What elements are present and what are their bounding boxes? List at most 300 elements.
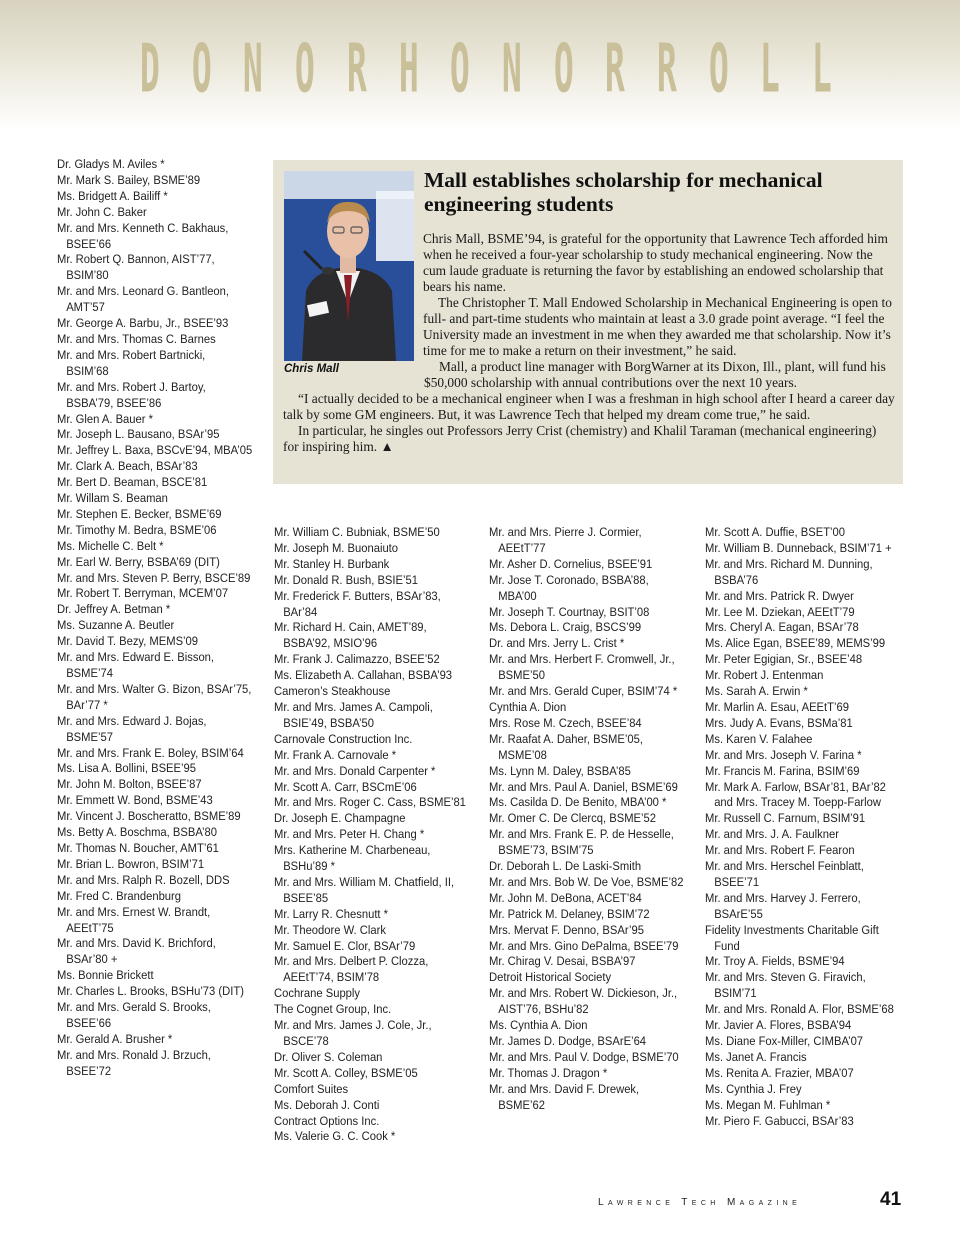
- donor-entry: [705, 923, 903, 955]
- donor-name: Mr. Samuel E. Clor, BSAr’79: [274, 938, 416, 953]
- donor-entry: [489, 811, 687, 827]
- donor-name: Ms. Bonnie Brickett: [57, 968, 154, 983]
- donor-name: Mr. and Mrs. Robert F. Fearon: [705, 843, 855, 858]
- donor-entry: [705, 954, 903, 970]
- donor-entry: [705, 541, 903, 557]
- donor-column-4: [705, 525, 903, 1129]
- donor-name: Mr. Clark A. Beach, BSAr’83: [57, 459, 198, 474]
- donor-entry: [705, 1018, 903, 1034]
- donor-entry: [274, 986, 472, 1002]
- donor-entry: [705, 700, 903, 716]
- donor-name: Ms. Betty A. Boschma, BSBA’80: [57, 825, 217, 840]
- donor-name: Mr. Jose T. Coronado, BSBA’88,: [489, 572, 649, 587]
- donor-entry: [57, 459, 255, 475]
- donor-entry: [489, 1034, 687, 1050]
- donor-name: Mr. William B. Dunneback, BSIM’71 +: [705, 540, 892, 555]
- donor-entry: [274, 684, 472, 700]
- donor-degree: BSHu’89 *: [283, 859, 335, 874]
- donor-degree: MSME’08: [498, 747, 547, 762]
- donor-name: Mr. Mark A. Farlow, BSAr’81, BAr’82: [705, 779, 886, 794]
- donor-name: Mrs. Mervat F. Denno, BSAr’95: [489, 922, 644, 937]
- donor-name: The Cognet Group, Inc.: [274, 1002, 392, 1017]
- donor-name: Ms. Deborah J. Conti: [274, 1097, 380, 1112]
- donor-entry: [57, 427, 255, 443]
- donor-name: Mr. Scott A. Carr, BSCmE’06: [274, 779, 417, 794]
- donor-entry: [274, 764, 472, 780]
- donor-entry: [274, 907, 472, 923]
- donor-entry: [705, 716, 903, 732]
- donor-entry: [274, 1002, 472, 1018]
- donor-entry: [489, 891, 687, 907]
- donor-name: Mr. and Mrs. Robert W. Dickieson, Jr.,: [489, 986, 678, 1001]
- donor-name: Mr. and Mrs. James J. Cole, Jr.,: [274, 1018, 432, 1033]
- donor-name: Ms. Cynthia J. Frey: [705, 1081, 802, 1096]
- donor-entry: [705, 732, 903, 748]
- donor-name: Mr. Patrick M. Delaney, BSIM’72: [489, 906, 650, 921]
- banner-letter: O: [450, 29, 471, 108]
- donor-entry: [705, 748, 903, 764]
- donor-degree: BSEE’66: [66, 236, 112, 251]
- donor-entry: [274, 1114, 472, 1130]
- donor-entry: [57, 936, 255, 968]
- donor-degree: BSME’74: [66, 666, 113, 680]
- donor-name: Mr. Willam S. Beaman: [57, 491, 168, 506]
- donor-name: Mr. Russell C. Farnum, BSIM’91: [705, 811, 866, 826]
- donor-name: Mr. Frank A. Carnovale *: [274, 747, 397, 762]
- donor-name: Mr. Robert J. Entenman: [705, 668, 824, 683]
- donor-entry: [705, 620, 903, 636]
- donor-entry: [57, 825, 255, 841]
- donor-entry: [274, 1050, 472, 1066]
- donor-name: Mr. and Mrs. James A. Campoli,: [274, 699, 433, 714]
- donor-name: Mr. and Mrs. Walter G. Bizon, BSAr’75,: [57, 681, 252, 696]
- donor-degree: BSCE’78: [283, 1034, 329, 1048]
- donor-entry: [57, 539, 255, 555]
- donor-entry: [489, 1018, 687, 1034]
- donor-name: Mr. Theodore W. Clark: [274, 922, 386, 937]
- donor-entry: [489, 1050, 687, 1066]
- banner-letter: O: [553, 29, 574, 108]
- donor-name: Mr. Scott A. Colley, BSME’05: [274, 1065, 418, 1080]
- donor-name: Dr. Jeffrey A. Betman *: [57, 602, 171, 617]
- donor-degree: BSBA’76: [714, 572, 759, 587]
- donor-name: Ms. Debora L. Craig, BSCS’99: [489, 620, 642, 635]
- donor-entry: [274, 620, 472, 652]
- donor-entry: [489, 970, 687, 986]
- donor-entry: [489, 859, 687, 875]
- donor-honor-roll-banner: [136, 29, 836, 112]
- donor-entry: [274, 780, 472, 796]
- donor-degree: BSIE’49, BSBA’50: [283, 715, 374, 730]
- donor-entry: [57, 984, 255, 1000]
- donor-name: Mr. and Mrs. Donald Carpenter *: [274, 763, 436, 778]
- donor-entry: [57, 841, 255, 857]
- donor-name: Mr. and Mrs. Herschel Feinblatt,: [705, 859, 864, 874]
- donor-entry: [274, 525, 472, 541]
- donor-name: Mr. and Mrs. David F. Drewek,: [489, 1081, 640, 1096]
- donor-name: Ms. Bridgett A. Bailiff *: [57, 188, 168, 203]
- donor-name: Mr. and Mrs. Ronald A. Flor, BSME’68: [705, 1002, 894, 1017]
- banner-letter: O: [294, 29, 315, 108]
- banner-letter: R: [605, 29, 626, 108]
- donor-entry: [57, 634, 255, 650]
- donor-entry: [489, 573, 687, 605]
- donor-degree: BSME’57: [66, 729, 113, 744]
- donor-name: Ms. Suzanne A. Beutler: [57, 618, 175, 633]
- donor-name: Mr. Vincent J. Boscheratto, BSME’89: [57, 809, 241, 824]
- donor-entry: [489, 795, 687, 811]
- donor-entry: [274, 827, 472, 843]
- article-title: Mall establishes scholarship for mechanical engineering students: [424, 168, 823, 216]
- donor-entry: [57, 777, 255, 793]
- donor-name: Mr. and Mrs. Robert J. Bartoy,: [57, 379, 206, 394]
- donor-degree: BSIM’71: [714, 986, 757, 1001]
- donor-name: Mr. Peter Egigian, Sr., BSEE’48: [705, 652, 863, 667]
- donor-column-2: [274, 525, 472, 1145]
- donor-entry: [489, 1066, 687, 1082]
- donor-name: Mr. Javier A. Flores, BSBA’94: [705, 1018, 852, 1033]
- donor-entry: [705, 1098, 903, 1114]
- donor-name: Mr. William C. Bubniak, BSME’50: [274, 525, 440, 539]
- donor-entry: [274, 573, 472, 589]
- banner-letter: D: [139, 29, 160, 108]
- donor-name: Mr. Omer C. De Clercq, BSME’52: [489, 811, 656, 826]
- donor-entry: [57, 809, 255, 825]
- donor-entry: [57, 1048, 255, 1080]
- banner-letter: H: [398, 29, 419, 108]
- donor-name: Ms. Michelle C. Belt *: [57, 538, 164, 553]
- donor-name: Mr. Mark S. Bailey, BSME’89: [57, 172, 201, 187]
- donor-name: Mr. and Mrs. J. A. Faulkner: [705, 827, 839, 842]
- donor-entry: [489, 684, 687, 700]
- donor-entry: [274, 700, 472, 732]
- donor-name: Mr. Charles L. Brooks, BSHu’73 (DIT): [57, 984, 244, 999]
- donor-name: Ms. Lisa A. Bollini, BSEE’95: [57, 761, 196, 776]
- donor-entry: [274, 1066, 472, 1082]
- banner-letter: N: [243, 29, 264, 108]
- donor-degree: BSEE’71: [714, 874, 760, 889]
- banner-letter: O: [191, 29, 212, 108]
- donor-entry: [274, 748, 472, 764]
- donor-name: Mr. and Mrs. Gino DePalma, BSEE’79: [489, 938, 679, 953]
- donor-entry: [57, 316, 255, 332]
- donor-name: Mr. Stephen E. Becker, BSME’69: [57, 506, 222, 521]
- donor-name: Dr. Deborah L. De Laski-Smith: [489, 859, 642, 874]
- donor-name: Dr. Joseph E. Champagne: [274, 811, 406, 826]
- donor-name: Mr. and Mrs. Kenneth C. Bakhaus,: [57, 220, 229, 235]
- banner-letter: O: [708, 29, 729, 108]
- donor-entry: [57, 507, 255, 523]
- donor-entry: [57, 586, 255, 602]
- donor-name: Mr. George A. Barbu, Jr., BSEE’93: [57, 316, 229, 331]
- donor-degree: BSIM’80: [66, 268, 109, 283]
- donor-entry: [57, 857, 255, 873]
- donor-name: Mr. Asher D. Cornelius, BSEE’91: [489, 556, 653, 571]
- donor-name: Fidelity Investments Charitable Gift: [705, 922, 879, 937]
- donor-degree: BSBA’92, MSIO’96: [283, 636, 378, 651]
- donor-entry: [489, 652, 687, 684]
- donor-name: Ms. Lynn M. Daley, BSBA’85: [489, 763, 631, 778]
- donor-entry: [274, 811, 472, 827]
- donor-name: Mr. Troy A. Fields, BSME’94: [705, 954, 845, 969]
- donor-name: Mr. and Mrs. Ralph R. Bozell, DDS: [57, 872, 230, 887]
- donor-name: Mr. Robert Q. Bannon, AIST’77,: [57, 252, 215, 267]
- donor-name: Ms. Alice Egan, BSEE’89, MEMS’99: [705, 636, 886, 651]
- donor-entry: [489, 605, 687, 621]
- photo-caption: Chris Mall: [284, 363, 339, 375]
- donor-entry: [274, 557, 472, 573]
- banner-letter: N: [501, 29, 522, 108]
- donor-name: Mr. and Mrs. David K. Brichford,: [57, 936, 216, 951]
- donor-entry: [57, 618, 255, 634]
- donor-name: Mr. Joseph L. Bausano, BSAr’95: [57, 427, 220, 442]
- donor-entry: [705, 525, 903, 541]
- donor-entry: [705, 1002, 903, 1018]
- donor-name: Mr. Raafat A. Daher, BSME’05,: [489, 731, 643, 746]
- magazine-name: Lawrence Tech Magazine: [598, 1197, 802, 1208]
- donor-degree: BSArE’55: [714, 906, 763, 921]
- donor-name: Mr. Robert T. Berryman, MCEM’07: [57, 586, 229, 601]
- donor-entry: [489, 907, 687, 923]
- donor-name: Ms. Cynthia A. Dion: [489, 1018, 588, 1033]
- donor-name: Mr. Francis M. Farina, BSIM’69: [705, 763, 860, 778]
- donor-entry: [57, 650, 255, 682]
- donor-name: Dr. and Mrs. Jerry L. Crist *: [489, 636, 625, 651]
- donor-degree: BSBA’79, BSEE’86: [66, 395, 162, 410]
- donor-entry: [705, 605, 903, 621]
- donor-name: Mr. John M. Bolton, BSEE’87: [57, 777, 202, 792]
- donor-entry: [489, 732, 687, 764]
- donor-entry: [705, 557, 903, 589]
- donor-name: Mr. and Mrs. Frank E. Boley, BSIM’64: [57, 745, 244, 760]
- donor-name: Mr. Piero F. Gabucci, BSAr’83: [705, 1113, 854, 1128]
- donor-name: Mr. John C. Baker: [57, 204, 147, 219]
- donor-entry: [57, 889, 255, 905]
- donor-name: Mr. and Mrs. Patrick R. Dwyer: [705, 588, 854, 603]
- donor-entry: [57, 761, 255, 777]
- donor-entry: [489, 525, 687, 557]
- donor-entry: [57, 221, 255, 253]
- donor-name: Mr. Brian L. Bowron, BSIM’71: [57, 856, 205, 871]
- donor-name: Mr. and Mrs. Joseph V. Farina *: [705, 747, 862, 762]
- donor-name: Mr. Glen A. Bauer *: [57, 411, 153, 426]
- donor-entry: [489, 1082, 687, 1114]
- donor-name: Mr. Lee M. Dziekan, AEEtT’79: [705, 604, 855, 619]
- donor-entry: [57, 173, 255, 189]
- donor-entry: [57, 491, 255, 507]
- donor-name: Mr. and Mrs. Leonard G. Bantleon,: [57, 284, 230, 299]
- donor-entry: [274, 795, 472, 811]
- donor-name: Ms. Sarah A. Erwin *: [705, 684, 808, 699]
- donor-entry: [489, 954, 687, 970]
- donor-name: Mr. Earl W. Berry, BSBA’69 (DIT): [57, 554, 220, 569]
- donor-name: Mrs. Katherine M. Charbeneau,: [274, 843, 431, 858]
- donor-name: Mr. and Mrs. William M. Chatfield, II,: [274, 874, 455, 889]
- donor-degree: MBA’00: [498, 588, 537, 603]
- donor-name: Mr. and Mrs. Robert Bartnicki,: [57, 347, 206, 362]
- donor-name: Mr. and Mrs. Richard M. Dunning,: [705, 556, 873, 571]
- donor-name: Mr. Frank J. Calimazzo, BSEE’52: [274, 652, 440, 667]
- donor-entry: [705, 684, 903, 700]
- donor-entry: [274, 939, 472, 955]
- donor-degree: BSME’73, BSIM’75: [498, 843, 594, 858]
- donor-entry: [489, 986, 687, 1018]
- donor-entry: [489, 620, 687, 636]
- article-body: [283, 231, 895, 455]
- donor-entry: [705, 811, 903, 827]
- donor-degree: AEEtT’74, BSIM’78: [283, 970, 380, 985]
- article-paragraph: Mall, a product line manager with BorgWarner at its Dixon, Ill., plant, will fund his $50,000 scholarship with annual contributions over the next 10 years.: [424, 359, 886, 390]
- donor-name: Ms. Megan M. Fuhlman *: [705, 1097, 831, 1112]
- donor-degree: Fund: [714, 938, 740, 953]
- donor-name: Mr. Larry R. Chesnutt *: [274, 906, 389, 921]
- donor-degree: BSAr’80 +: [66, 952, 118, 967]
- donor-name: Mr. Jeffrey L. Baxa, BSCvE’94, MBA’05: [57, 443, 253, 458]
- donor-entry: [57, 968, 255, 984]
- donor-name: Mr. Emmett W. Bond, BSME’43: [57, 793, 213, 808]
- donor-entry: [57, 682, 255, 714]
- donor-name: Mr. and Mrs. Edward J. Bojas,: [57, 713, 207, 728]
- donor-entry: [57, 189, 255, 205]
- donor-degree: BSEE’85: [283, 890, 329, 905]
- donor-entry: [57, 873, 255, 889]
- donor-entry: [274, 652, 472, 668]
- donor-entry: [57, 157, 255, 173]
- donor-name: Contract Options Inc.: [274, 1113, 380, 1128]
- donor-name: Mr. and Mrs. Bob W. De Voe, BSME’82: [489, 874, 684, 889]
- donor-entry: [57, 1000, 255, 1032]
- donor-entry: [57, 746, 255, 762]
- donor-entry: [57, 793, 255, 809]
- donor-name: Dr. Gladys M. Aviles *: [57, 157, 165, 171]
- donor-name: Mr. and Mrs. Paul A. Daniel, BSME’69: [489, 779, 678, 794]
- donor-entry: [274, 1082, 472, 1098]
- donor-name: Mr. Joseph T. Courtnay, BSIT’08: [489, 604, 650, 619]
- donor-entry: [274, 1098, 472, 1114]
- donor-name: Mr. and Mrs. Gerald S. Brooks,: [57, 1000, 211, 1015]
- donor-degree: and Mrs. Tracey M. Toepp-Farlow: [714, 795, 881, 810]
- donor-name: Mr. Gerald A. Brusher *: [57, 1031, 173, 1046]
- donor-entry: [57, 905, 255, 937]
- donor-degree: BSEE’72: [66, 1063, 112, 1078]
- donor-entry: [705, 589, 903, 605]
- article-paragraph: “I actually decided to be a mechanical engineer when I was a freshman in high school after I heard a career day talk by some GM engineers. But, it was Lawrence Tech that helped my dream come true,” he said.: [283, 391, 895, 422]
- donor-degree: BSME’62: [498, 1097, 545, 1112]
- donor-name: Ms. Elizabeth A. Callahan, BSBA’93: [274, 668, 453, 683]
- donor-name: Mrs. Judy A. Evans, BSMa’81: [705, 715, 853, 730]
- donor-entry: [57, 443, 255, 459]
- donor-entry: [705, 1066, 903, 1082]
- donor-entry: [705, 764, 903, 780]
- page-number: 41: [880, 1189, 902, 1210]
- donor-name: Mr. Stanley H. Burbank: [274, 556, 390, 571]
- donor-entry: [57, 1032, 255, 1048]
- donor-name: Mr. Fred C. Brandenburg: [57, 888, 182, 903]
- donor-entry: [57, 252, 255, 284]
- banner-letter: R: [656, 29, 677, 108]
- donor-entry: [57, 284, 255, 316]
- donor-name: Ms. Renita A. Frazier, MBA’07: [705, 1065, 854, 1080]
- donor-entry: [57, 348, 255, 380]
- donor-name: Mr. and Mrs. Thomas C. Barnes: [57, 331, 216, 346]
- donor-name: Mr. Richard H. Cain, AMET’89,: [274, 620, 427, 635]
- donor-entry: [489, 780, 687, 796]
- donor-entry: [705, 843, 903, 859]
- donor-name: Mr. and Mrs. Frank E. P. de Hesselle,: [489, 827, 674, 842]
- donor-entry: [489, 764, 687, 780]
- donor-degree: AEEtT’75: [66, 920, 114, 935]
- donor-entry: [705, 1082, 903, 1098]
- donor-entry: [489, 875, 687, 891]
- donor-entry: [489, 557, 687, 573]
- donor-name: Mr. Donald R. Bush, BSIE’51: [274, 572, 418, 587]
- donor-entry: [57, 380, 255, 412]
- donor-degree: BSME’50: [498, 668, 545, 683]
- donor-entry: [57, 555, 255, 571]
- donor-name: Mr. Joseph M. Buonaiuto: [274, 540, 399, 555]
- donor-name: Mrs. Cheryl A. Eagan, BSAr’78: [705, 620, 859, 635]
- donor-name: Mr. Thomas N. Boucher, AMT’61: [57, 840, 219, 855]
- donor-name: Mr. and Mrs. Herbert F. Cromwell, Jr.,: [489, 652, 675, 667]
- donor-name: Mr. and Mrs. Peter H. Chang *: [274, 827, 425, 842]
- article-paragraph: Chris Mall, BSME’94, is grateful for the opportunity that Lawrence Tech afforded him when he received a four-year scholarship to study mechanical engineering. Now the cum laude graduate is returning the favor by establishing an endowed scholarship that bears his name.: [423, 231, 888, 294]
- article-paragraph: The Christopher T. Mall Endowed Scholarship in Mechanical Engineering is open to full- and part-time students who maintain at least a 3.0 grade point average. “I feel the University made an investment in me when they awarded me that scholarship. Now it’s time for me to make a return on their investment,” he said.: [423, 295, 892, 358]
- donor-degree: BAr’77 *: [66, 697, 108, 712]
- donor-entry: [705, 668, 903, 684]
- donor-name: Mr. and Mrs. Ronald J. Brzuch,: [57, 1047, 211, 1062]
- donor-name: Ms. Casilda D. De Benito, MBA’00 *: [489, 795, 667, 810]
- donor-entry: [705, 1034, 903, 1050]
- donor-name: Mr. Thomas J. Dragon *: [489, 1065, 608, 1080]
- donor-entry: [57, 714, 255, 746]
- donor-entry: [705, 891, 903, 923]
- donor-degree: BSEE’66: [66, 1015, 112, 1030]
- donor-name: Mr. and Mrs. Ernest W. Brandt,: [57, 904, 211, 919]
- donor-name: Mr. and Mrs. Pierre J. Cormier,: [489, 525, 642, 539]
- donor-entry: [705, 859, 903, 891]
- donor-column-3: [489, 525, 687, 1114]
- donor-name: Mr. and Mrs. Harvey J. Ferrero,: [705, 890, 861, 905]
- banner-letter: L: [760, 29, 781, 108]
- donor-name: Mr. and Mrs. Roger C. Cass, BSME’81: [274, 795, 466, 810]
- donor-degree: AIST’76, BSHu’82: [498, 1002, 589, 1017]
- donor-entry: [489, 939, 687, 955]
- donor-name: Mr. Marlin A. Esau, AEEtT’69: [705, 699, 849, 714]
- donor-name: Mr. and Mrs. Steven P. Berry, BSCE’89: [57, 570, 251, 585]
- banner-letter: R: [346, 29, 367, 108]
- donor-entry: [489, 636, 687, 652]
- donor-entry: [274, 954, 472, 986]
- donor-entry: [705, 1050, 903, 1066]
- donor-name: Comfort Suites: [274, 1081, 349, 1096]
- donor-name: Mr. Bert D. Beaman, BSCE’81: [57, 475, 208, 490]
- donor-name: Mr. and Mrs. Gerald Cuper, BSIM’74 *: [489, 684, 678, 699]
- donor-entry: [274, 1018, 472, 1050]
- donor-name: Mr. David T. Bezy, MEMS’09: [57, 634, 199, 649]
- donor-entry: [57, 475, 255, 491]
- donor-entry: [705, 970, 903, 1002]
- donor-entry: [274, 541, 472, 557]
- donor-name: Mr. and Mrs. Steven G. Firavich,: [705, 970, 866, 985]
- donor-name: Carnovale Construction Inc.: [274, 731, 413, 746]
- donor-name: Mr. Scott A. Duffie, BSET’00: [705, 525, 846, 539]
- donor-name: Cameron’s Steakhouse: [274, 684, 391, 699]
- donor-entry: [274, 668, 472, 684]
- donor-name: Mr. and Mrs. Paul V. Dodge, BSME’70: [489, 1049, 679, 1064]
- donor-name: Mr. Frederick F. Butters, BSAr’83,: [274, 588, 441, 603]
- donor-entry: [489, 923, 687, 939]
- banner-letter: L: [812, 29, 832, 108]
